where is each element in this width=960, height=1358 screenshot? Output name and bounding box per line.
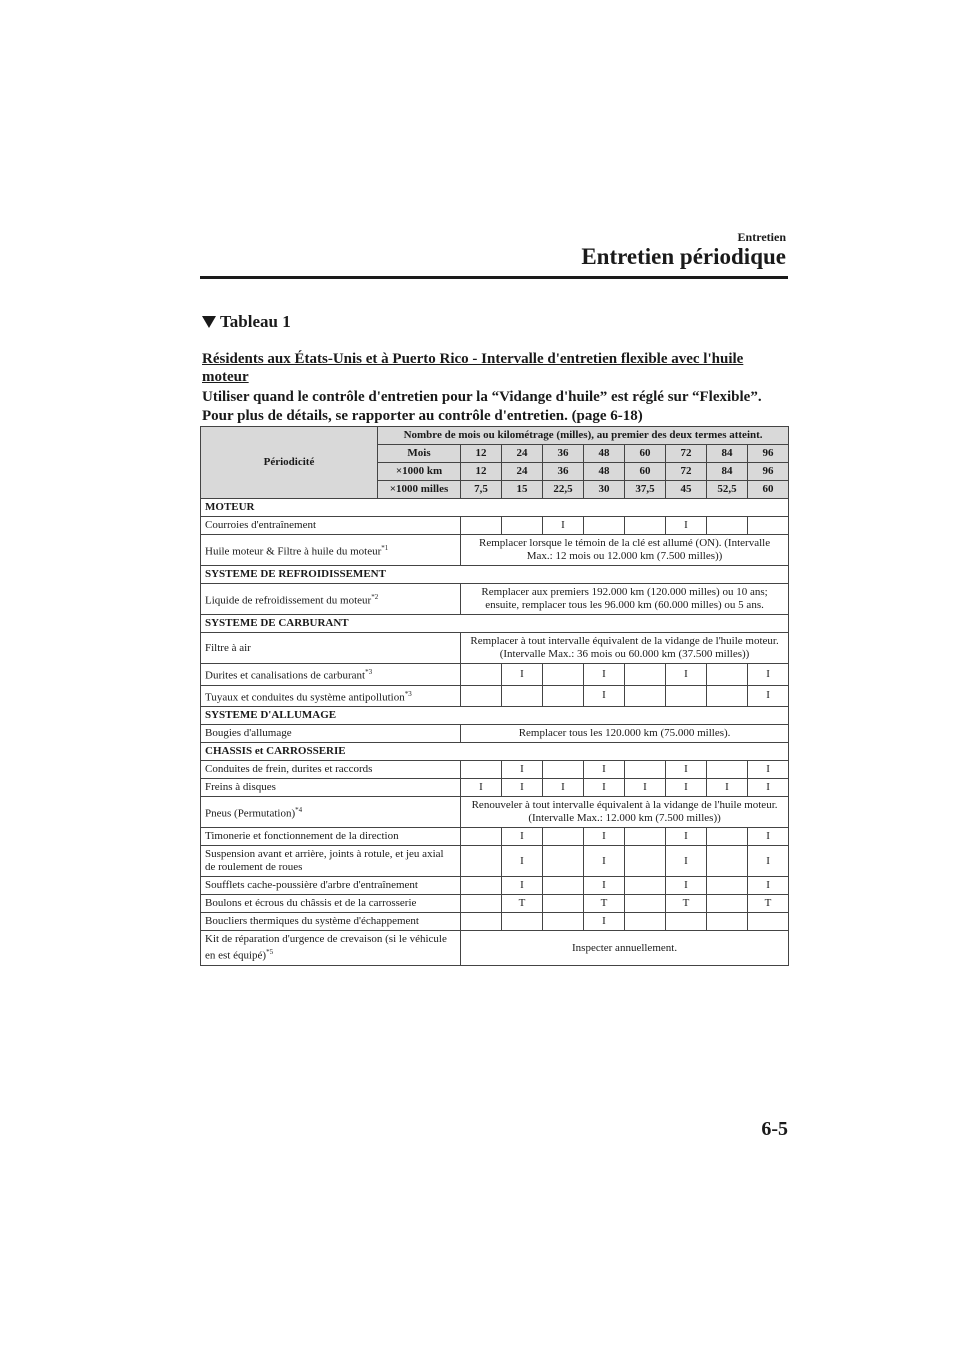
section-row <box>201 707 789 725</box>
item-label-cell <box>201 664 461 686</box>
interval-cell <box>625 846 666 877</box>
header-value-cell: 15 <box>502 481 543 499</box>
table-row <box>201 685 789 707</box>
interval-cell <box>707 895 748 913</box>
subtitle-text: Résidents aux États-Unis et à Puerto Rico - Intervalle d'entretien flexible avec l'huile moteur <box>202 351 744 385</box>
item-label-cell <box>201 517 461 535</box>
interval-cell: I <box>584 779 625 797</box>
item-label-cell <box>201 535 461 566</box>
item-label: Kit de réparation d'urgence de crevaison (si le véhicule en est équipé) <box>205 933 447 962</box>
item-label-cell <box>201 895 461 913</box>
item-label-cell <box>201 846 461 877</box>
interval-cell <box>543 761 584 779</box>
section-row <box>201 615 789 633</box>
item-label-cell <box>201 584 461 615</box>
interval-cell: I <box>748 828 789 846</box>
interval-cell <box>707 877 748 895</box>
interval-cell: T <box>748 895 789 913</box>
item-label: Bougies d'allumage <box>205 727 292 740</box>
header-rule <box>200 276 788 279</box>
table-row <box>201 895 789 913</box>
header-value-cell: 24 <box>502 463 543 481</box>
interval-cell <box>502 913 543 931</box>
maintenance-schedule-table <box>200 426 789 966</box>
table-row <box>201 633 789 664</box>
interval-cell: I <box>584 877 625 895</box>
interval-cell <box>461 664 502 686</box>
footnote-ref: *4 <box>295 805 303 814</box>
header-value-cell: 24 <box>502 445 543 463</box>
table-heading <box>202 312 291 332</box>
interval-cell: I <box>748 779 789 797</box>
instruction-cell: Remplacer aux premiers 192.000 km (120.000 milles) ou 10 ans; ensuite, remplacer tous les 96.000 km (60.000 milles) ou 5 ans. <box>461 584 789 615</box>
header-value-cell: 84 <box>707 463 748 481</box>
interval-cell <box>461 828 502 846</box>
item-label: Timonerie et fonctionnement de la direction <box>205 830 399 843</box>
item-label: Courroies d'entraînement <box>205 519 317 531</box>
header-value-cell: 7,5 <box>461 481 502 499</box>
interval-cell: I <box>748 664 789 686</box>
instruction-cell: Inspecter annuellement. <box>461 931 789 966</box>
interval-cell: I <box>502 664 543 686</box>
interval-cell <box>543 846 584 877</box>
interval-cell: I <box>502 761 543 779</box>
interval-cell: I <box>748 685 789 707</box>
page-number: 6-5 <box>761 1118 788 1140</box>
section-label: SYSTEME D'ALLUMAGE <box>201 707 789 725</box>
header-value-cell: 30 <box>584 481 625 499</box>
interval-cell <box>625 761 666 779</box>
item-label: Durites et canalisations de carburant <box>205 669 366 682</box>
interval-cell <box>707 664 748 686</box>
header-value-cell: 45 <box>666 481 707 499</box>
item-label-cell <box>201 761 461 779</box>
instruction-cell: Remplacer tous les 120.000 km (75.000 milles). <box>461 725 789 743</box>
interval-cell: I <box>502 846 543 877</box>
interval-cell: I <box>584 913 625 931</box>
interval-cell <box>707 913 748 931</box>
interval-cell: I <box>666 846 707 877</box>
interval-cell: I <box>584 685 625 707</box>
interval-cell <box>543 877 584 895</box>
header-value-cell: 52,5 <box>707 481 748 499</box>
item-label: Soufflets cache-poussière d'arbre d'entraînement <box>205 879 418 892</box>
section-label: CHASSIS et CARROSSERIE <box>201 743 789 761</box>
item-label: Conduites de frein, durites et raccords <box>205 763 373 776</box>
header-row <box>201 427 789 445</box>
header-value-cell: 36 <box>543 445 584 463</box>
footnote-ref: *1 <box>381 543 389 552</box>
interval-cell: I <box>666 517 707 535</box>
item-label-cell <box>201 685 461 707</box>
interval-cell <box>543 664 584 686</box>
interval-cell: I <box>543 517 584 535</box>
interval-cell: I <box>707 779 748 797</box>
interval-cell <box>707 846 748 877</box>
interval-cell: I <box>461 779 502 797</box>
triangle-down-icon <box>202 316 216 328</box>
interval-cell <box>543 913 584 931</box>
schedule-body <box>201 427 789 966</box>
interval-cell <box>461 761 502 779</box>
interval-cell: I <box>666 779 707 797</box>
interval-cell <box>461 846 502 877</box>
table-heading-text: Tableau 1 <box>220 312 291 331</box>
table-row <box>201 517 789 535</box>
interval-cell: I <box>625 779 666 797</box>
interval-cell <box>748 913 789 931</box>
header-value-cell: 60 <box>748 481 789 499</box>
interval-cell <box>502 685 543 707</box>
interval-cell <box>625 664 666 686</box>
header-value-cell: 60 <box>625 463 666 481</box>
section-label: SYSTEME DE CARBURANT <box>201 615 789 633</box>
interval-header: Nombre de mois ou kilométrage (milles), au premier des deux termes atteint. <box>378 427 789 445</box>
section-row <box>201 743 789 761</box>
interval-cell <box>707 828 748 846</box>
footnote-ref: *3 <box>404 689 412 698</box>
interval-cell <box>625 895 666 913</box>
footnote-ref: *2 <box>371 592 379 601</box>
interval-cell <box>502 517 543 535</box>
item-label-cell <box>201 877 461 895</box>
interval-cell <box>461 517 502 535</box>
interval-cell: I <box>748 761 789 779</box>
interval-cell <box>584 517 625 535</box>
table-row <box>201 584 789 615</box>
header-row-label: ×1000 milles <box>378 481 461 499</box>
instruction-cell: Remplacer à tout intervalle équivalent de la vidange de l'huile moteur. (Intervalle Max.: 36 mois ou 60.000 km (37.500 milles)) <box>461 633 789 664</box>
interval-cell: I <box>502 828 543 846</box>
interval-cell: I <box>584 761 625 779</box>
interval-cell <box>543 828 584 846</box>
instruction-cell: Remplacer lorsque le témoin de la clé est allumé (ON). (Intervalle Max.: 12 mois ou 12.000 km (7.500 milles)) <box>461 535 789 566</box>
section-row <box>201 499 789 517</box>
interval-cell <box>707 761 748 779</box>
interval-cell <box>543 895 584 913</box>
item-label-cell <box>201 725 461 743</box>
header-value-cell: 12 <box>461 463 502 481</box>
interval-cell <box>625 877 666 895</box>
section-label: SYSTEME DE REFROIDISSEMENT <box>201 566 789 584</box>
header-value-cell: 60 <box>625 445 666 463</box>
interval-cell: I <box>584 828 625 846</box>
table-row <box>201 535 789 566</box>
interval-cell: T <box>502 895 543 913</box>
item-label: Freins à disques <box>205 781 276 794</box>
interval-cell: I <box>748 877 789 895</box>
footnote-ref: *5 <box>266 948 274 957</box>
interval-cell <box>625 685 666 707</box>
interval-cell: T <box>666 895 707 913</box>
item-label: Liquide de refroidissement du moteur <box>205 594 372 607</box>
item-label: Filtre à air <box>205 641 251 654</box>
interval-cell: I <box>502 877 543 895</box>
header-value-cell: 72 <box>666 445 707 463</box>
page-title: Entretien périodique <box>581 244 786 269</box>
item-label: Pneus (Permutation) <box>205 807 296 820</box>
interval-cell <box>461 895 502 913</box>
section-label: MOTEUR <box>201 499 789 517</box>
interval-cell <box>543 685 584 707</box>
header-value-cell: 37,5 <box>625 481 666 499</box>
header-value-cell: 72 <box>666 463 707 481</box>
interval-cell: I <box>584 664 625 686</box>
header-row-label: ×1000 km <box>378 463 461 481</box>
interval-cell: I <box>543 779 584 797</box>
schedule-subtitle <box>202 350 788 386</box>
header-value-cell: 84 <box>707 445 748 463</box>
header-value-cell: 22,5 <box>543 481 584 499</box>
header-row-label: Mois <box>378 445 461 463</box>
table-row <box>201 779 789 797</box>
item-label-cell <box>201 633 461 664</box>
item-label-cell <box>201 913 461 931</box>
header-value-cell: 12 <box>461 445 502 463</box>
item-label-cell <box>201 931 461 966</box>
interval-cell <box>461 913 502 931</box>
item-label: Boucliers thermiques du système d'échappement <box>205 915 419 928</box>
interval-cell: I <box>666 828 707 846</box>
item-label: Tuyaux et conduites du système antipollution <box>205 691 405 704</box>
interval-cell <box>461 685 502 707</box>
table-row <box>201 761 789 779</box>
interval-cell: I <box>666 877 707 895</box>
interval-cell <box>748 517 789 535</box>
section-label: Entretien <box>737 230 786 244</box>
header-value-cell: 36 <box>543 463 584 481</box>
interval-cell: I <box>584 846 625 877</box>
table-row <box>201 877 789 895</box>
interval-cell <box>461 877 502 895</box>
item-label: Suspension avant et arrière, joints à rotule, et jeu axial de roulement de roues <box>205 848 444 874</box>
table-row <box>201 846 789 877</box>
interval-cell <box>707 517 748 535</box>
item-label-cell <box>201 797 461 828</box>
item-label: Boulons et écrous du châssis et de la carrosserie <box>205 897 417 910</box>
table-row <box>201 664 789 686</box>
header-value-cell: 96 <box>748 463 789 481</box>
footnote-ref: *3 <box>365 668 373 676</box>
item-label-cell <box>201 779 461 797</box>
interval-cell: I <box>748 846 789 877</box>
table-row <box>201 725 789 743</box>
interval-cell <box>707 685 748 707</box>
header-value-cell: 48 <box>584 445 625 463</box>
schedule-note: Utiliser quand le contrôle d'entretien pour la “Vidange d'huile” est réglé sur “Flexible”. Pour plus de détails, se rapporter au contrôle d'entretien. (page 6-18) <box>202 389 762 424</box>
header-value-cell: 48 <box>584 463 625 481</box>
interval-cell: I <box>666 664 707 686</box>
table-row <box>201 913 789 931</box>
interval-cell <box>666 913 707 931</box>
periodicite-header: Périodicité <box>201 427 378 499</box>
interval-cell: T <box>584 895 625 913</box>
table-row <box>201 931 789 966</box>
interval-cell: I <box>666 761 707 779</box>
item-label: Huile moteur & Filtre à huile du moteur <box>205 545 382 558</box>
item-label-cell <box>201 828 461 846</box>
interval-cell <box>625 913 666 931</box>
table-row <box>201 828 789 846</box>
interval-cell <box>625 517 666 535</box>
section-row <box>201 566 789 584</box>
header-value-cell: 96 <box>748 445 789 463</box>
interval-cell <box>666 685 707 707</box>
table-row <box>201 797 789 828</box>
interval-cell <box>625 828 666 846</box>
instruction-cell: Renouveler à tout intervalle équivalent à la vidange de l'huile moteur. (Intervalle Max.: 12.000 km (7.500 milles)) <box>461 797 789 828</box>
interval-cell: I <box>502 779 543 797</box>
